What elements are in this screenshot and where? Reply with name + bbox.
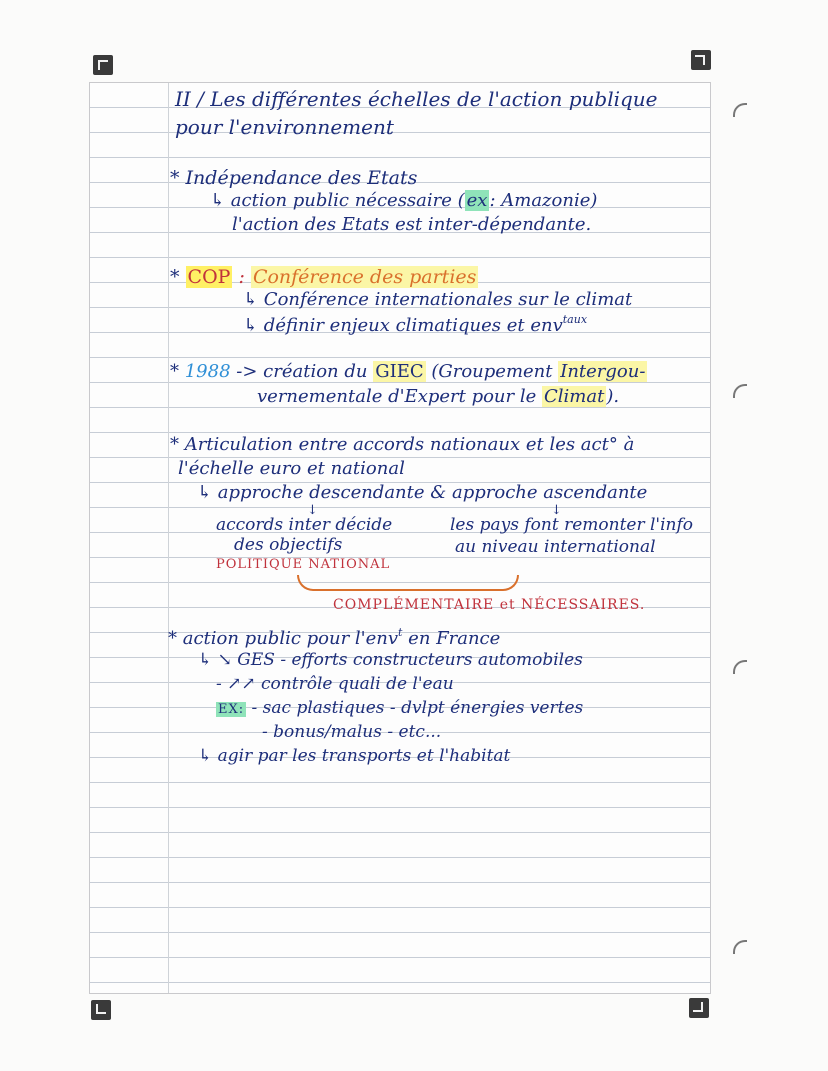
examples-text: - sac plastiques - dvlpt énergies vertes bbox=[246, 698, 584, 718]
giec-year: 1988 bbox=[184, 361, 231, 382]
section-title-line1: II / Les différentes échelles de l'action publique bbox=[175, 87, 658, 111]
examples-line bbox=[216, 698, 583, 718]
example-highlight: ex bbox=[466, 190, 488, 211]
giec-expansion-start: (Groupement bbox=[425, 361, 559, 382]
scan-corner-marker-bottom-left bbox=[91, 1000, 111, 1020]
articulation-line3: ↳ approche descendante & approche ascendante bbox=[197, 482, 648, 503]
eau-line: - ↗↗ contrôle quali de l'eau bbox=[216, 674, 454, 694]
giec-acronym: GIEC bbox=[375, 361, 424, 382]
cop-line2-superscript: taux bbox=[562, 313, 588, 326]
descendante-text1: accords inter décide bbox=[216, 515, 393, 535]
articulation-line2: l'échelle euro et national bbox=[178, 458, 405, 479]
transports-line: ↳ agir par les transports et l'habitat bbox=[198, 746, 511, 766]
margin-line bbox=[168, 83, 169, 993]
cop-line2 bbox=[243, 313, 587, 336]
action-france-superscript: t bbox=[398, 626, 403, 639]
cop-acronym: COP bbox=[187, 266, 231, 288]
giec-bullet: * bbox=[170, 361, 179, 382]
politique-national-label: POLITIQUE NATIONAL bbox=[216, 557, 391, 572]
cop-line1: ↳ Conférence internationales sur le climat bbox=[243, 289, 633, 310]
scan-corner-marker-top-left bbox=[93, 55, 113, 75]
giec-line2 bbox=[257, 386, 619, 407]
independance-heading: * Indépendance des Etats bbox=[170, 167, 418, 189]
binder-hole-3 bbox=[733, 660, 747, 674]
independance-line1-end: : Amazonie) bbox=[489, 190, 598, 211]
bonus-malus-line: - bonus/malus - etc... bbox=[262, 722, 442, 742]
binder-hole-4 bbox=[733, 940, 747, 954]
giec-arrow-text: -> création du bbox=[230, 361, 374, 382]
example-label: EX: bbox=[218, 702, 245, 717]
binder-hole-2 bbox=[733, 384, 747, 398]
ascendante-text2: au niveau international bbox=[455, 537, 656, 557]
binder-hole-1 bbox=[733, 103, 747, 117]
giec-line2-text: vernementale d'Expert pour le bbox=[257, 386, 542, 407]
giec-line2-end: ). bbox=[606, 386, 620, 407]
ges-line: ↳ ↘ GES - efforts constructeurs automobiles bbox=[198, 650, 583, 670]
independance-line2: l'action des Etats est inter-dépendante. bbox=[232, 214, 592, 235]
ascendante-text1: les pays font remonter l'info bbox=[450, 515, 694, 535]
down-arrow-icon: ↓ bbox=[551, 503, 562, 518]
scan-corner-marker-bottom-right bbox=[689, 998, 709, 1018]
down-arrow-icon: ↓ bbox=[307, 503, 318, 518]
descendante-text2: des objectifs bbox=[234, 535, 343, 555]
giec-intergov: Intergou- bbox=[560, 361, 646, 382]
scan-corner-marker-top-right bbox=[691, 50, 711, 70]
cop-definition: Conférence des parties bbox=[252, 266, 477, 288]
section-title-line2: pour l'environnement bbox=[175, 115, 394, 139]
cop-colon: : bbox=[232, 266, 251, 288]
independance-line1 bbox=[210, 190, 597, 211]
action-france-heading-end: en France bbox=[402, 628, 501, 649]
action-france-heading bbox=[168, 626, 500, 649]
independance-line1-text: ↳ action public nécessaire ( bbox=[210, 190, 465, 211]
cop-bullet: * bbox=[170, 266, 180, 288]
giec-climat: Climat bbox=[544, 386, 605, 407]
cop-line2-text: ↳ définir enjeux climatiques et env bbox=[243, 315, 563, 336]
giec-line1 bbox=[170, 361, 647, 382]
complementaire-conclusion: COMPLÉMENTAIRE et NÉCESSAIRES. bbox=[333, 597, 646, 613]
grouping-brace bbox=[297, 575, 519, 591]
cop-heading bbox=[170, 266, 478, 288]
action-france-heading-text: * action public pour l'env bbox=[168, 628, 399, 649]
articulation-line1: * Articulation entre accords nationaux et les act° à bbox=[170, 434, 635, 455]
